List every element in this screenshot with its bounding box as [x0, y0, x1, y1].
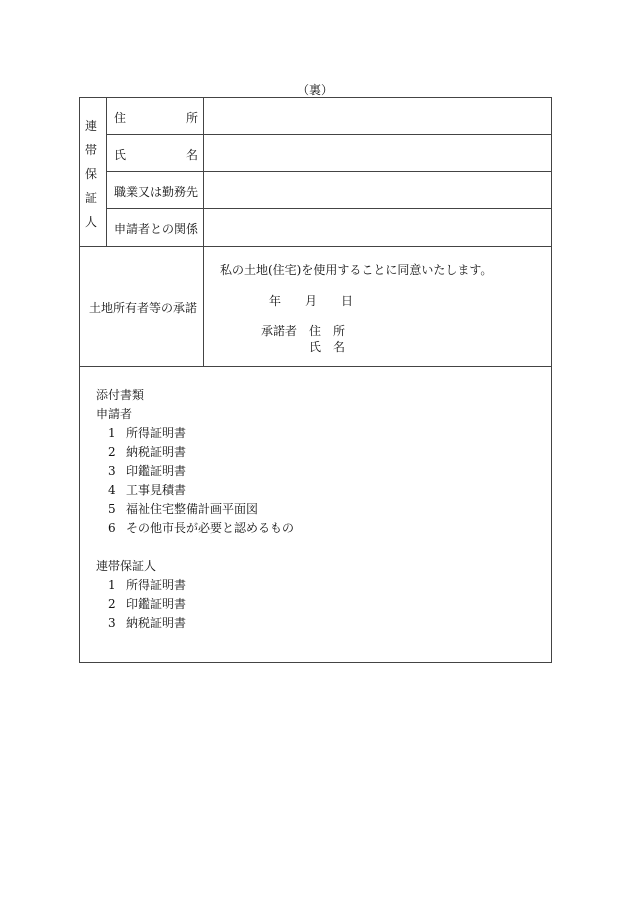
list-item: 6 その他市長が必要と認めるもの	[108, 521, 295, 535]
consent-text: 私の土地(住宅)を使用することに同意いたします。	[220, 263, 493, 277]
guarantor-title-char: 人	[84, 215, 97, 229]
list-item: 5 福祉住宅整備計画平面図	[108, 502, 259, 516]
guarantor-title-char: 連	[84, 119, 97, 133]
occupation-field[interactable]	[205, 172, 550, 207]
list-item: 2 納税証明書	[108, 445, 187, 459]
date-day-label: 日	[341, 294, 354, 308]
approver-address-label: 住	[309, 324, 322, 338]
approver-name-label: 氏	[309, 340, 322, 354]
approver-name-label: 名	[333, 340, 346, 354]
approver-address-label: 所	[333, 324, 346, 338]
guarantor-attachments-title: 連帯保証人	[96, 559, 157, 573]
occupation-label: 職業又は勤務先	[114, 185, 199, 199]
list-item: 3 納税証明書	[108, 616, 187, 630]
relationship-field[interactable]	[205, 209, 550, 245]
address-field[interactable]	[205, 135, 550, 170]
guarantor-title-char: 帯	[84, 143, 97, 157]
guarantor-title-char: 保	[84, 167, 97, 181]
list-item: 4 工事見積書	[108, 483, 187, 497]
approver-label: 承諾者	[261, 324, 298, 338]
address-input[interactable]	[205, 98, 550, 133]
landowner-label: 土地所有者等の承諾	[89, 301, 198, 315]
list-item: 3 印鑑証明書	[108, 464, 187, 478]
address-label: 住 所	[114, 111, 198, 125]
guarantor-title-char: 証	[84, 191, 97, 205]
list-item: 1 所得証明書	[108, 578, 187, 592]
relationship-label: 申請者との関係	[114, 222, 199, 236]
list-item: 1 所得証明書	[108, 426, 187, 440]
date-month-label: 月	[305, 294, 318, 308]
date-year-label: 年	[269, 294, 282, 308]
page-side-label: （裏）	[296, 83, 333, 97]
list-item: 2 印鑑証明書	[108, 597, 187, 611]
applicant-title: 申請者	[96, 407, 133, 421]
name-label: 氏 名	[114, 148, 198, 162]
attachments-title: 添付書類	[96, 388, 145, 402]
